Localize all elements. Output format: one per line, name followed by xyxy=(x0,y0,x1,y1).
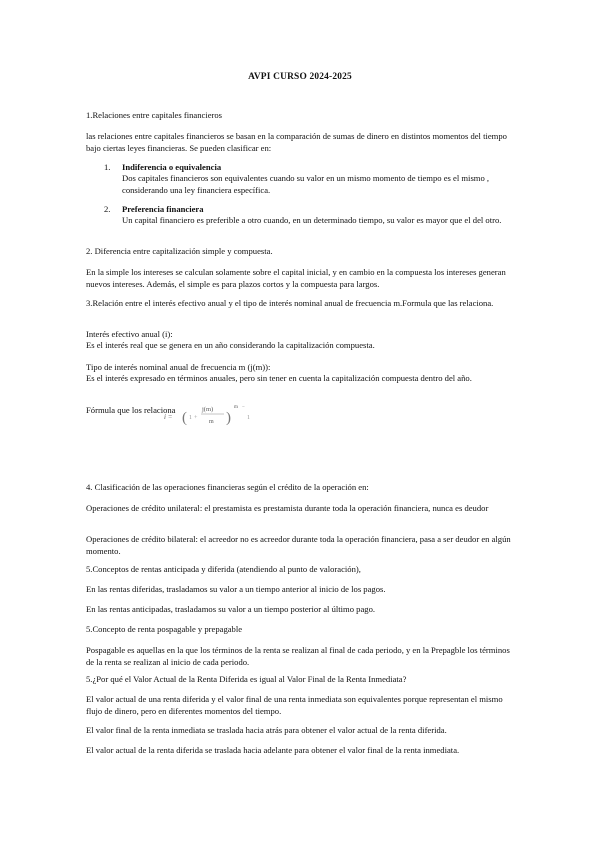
list-item-number: 1. xyxy=(104,162,111,172)
section-7-heading: 5.¿Por qué el Valor Actual de la Renta Diferida es igual al Valor Final de la Renta Inmediata? xyxy=(86,674,407,684)
list-item-term: Indiferencia o equivalencia xyxy=(122,162,222,172)
formula-minus: − xyxy=(242,405,245,410)
effective-rate-desc: Es el interés real que se genera en un año considerando la capitalización compuesta. xyxy=(86,340,375,350)
section-3-heading: 3.Relación entre el interés efectivo anual y el tipo de interés nominal anual de frecuencia m.Formula que las relaciona. xyxy=(86,298,494,308)
section-4-p2: Operaciones de crédito bilateral: el acreedor no es acreedor durante toda la operación financiera, pasa a ser deudor en algún momento. xyxy=(86,534,511,556)
formula-one: 1 xyxy=(247,415,250,421)
section-5-heading: 5.Conceptos de rentas anticipada y diferida (atendiendo al punto de valoración), xyxy=(86,564,361,574)
section-6-heading: 5.Concepto de renta pospagable y prepagable xyxy=(86,624,243,634)
formula-label: Fórmula que los relaciona xyxy=(86,405,176,415)
section-1-intro: las relaciones entre capitales financieros se basan en la comparación de sumas de dinero en distintos momentos del tiempo bajo ciertas leyes financieras. Se pueden clasificar en: xyxy=(86,131,507,153)
nominal-rate-label: Tipo de interés nominal anual de frecuencia m (j(m)): xyxy=(86,362,271,372)
section-7-p3: El valor actual de la renta diferida se traslada hacia adelante para obtener el valor final de la renta inmediata. xyxy=(86,745,460,755)
section-5-p1: En las rentas diferidas, trasladamos su valor a un tiempo anterior al inicio de los pagos. xyxy=(86,584,386,594)
list-item-term: Preferencia financiera xyxy=(122,204,204,214)
section-1-heading: 1.Relaciones entre capitales financieros xyxy=(86,110,223,120)
list-item-desc: Un capital financiero es preferible a otro cuando, en un determinado tiempo, su valor es mayor que el del otro. xyxy=(122,215,502,226)
section-2-body: En la simple los intereses se calculan solamente sobre el capital inicial, y en cambio en la compuesta los intereses generan nuevos intereses. Además, el simple es para plazos cortos y la compuesta para largos. xyxy=(86,267,506,289)
document-title: AVPI CURSO 2024-2025 xyxy=(248,72,352,82)
rate-formula xyxy=(160,398,270,432)
section-4-heading: 4. Clasificación de las operaciones financieras según el crédito de la operación en: xyxy=(86,482,369,492)
section-2-heading: 2. Diferencia entre capitalización simple y compuesta. xyxy=(86,246,273,256)
formula-right-paren: ) xyxy=(226,410,231,426)
section-7-p1: El valor actual de una renta diferida y el valor final de una renta inmediata son equivalentes porque representan el mismo flujo de dinero, pero en diferentes momentos del tiempo. xyxy=(86,694,503,716)
formula-denominator: m xyxy=(209,419,214,425)
nominal-rate-desc: Es el interés expresado en términos anuales, pero sin tener en cuenta la capitalización compuesta dentro del año. xyxy=(86,373,472,383)
list-item xyxy=(122,162,518,196)
list-item-number: 2. xyxy=(104,204,111,214)
section-5-p2: En las rentas anticipadas, trasladamos su valor a un tiempo posterior al último pago. xyxy=(86,604,376,614)
formula-left-paren: ( xyxy=(182,410,187,426)
section-7-p2: El valor final de la renta inmediata se traslada hacia atrás para obtener el valor actual de la renta diferida. xyxy=(86,725,447,735)
formula-exponent: m xyxy=(234,405,238,410)
list-item-desc: Dos capitales financieros son equivalentes cuando su valor en un mismo momento de tiempo es el mismo , considerando una ley financiera específica. xyxy=(122,173,490,195)
section-4-p1: Operaciones de crédito unilateral: el prestamista es prestamista durante toda la operación financiera, nunca es deudor xyxy=(86,503,489,513)
formula-numerator: j(m) xyxy=(202,406,214,413)
formula-one: 1 xyxy=(189,415,192,421)
formula-plus: + xyxy=(194,415,198,421)
section-6-body: Pospagable es aquellas en la que los términos de la renta se realizan al final de cada periodo, y en la Prepagble los términos de la renta se realizan al inicio de cada periodo. xyxy=(86,645,510,667)
list-item xyxy=(122,204,518,227)
formula-lhs: i = xyxy=(164,413,173,421)
effective-rate-label: Interés efectivo anual (i): xyxy=(86,329,173,339)
